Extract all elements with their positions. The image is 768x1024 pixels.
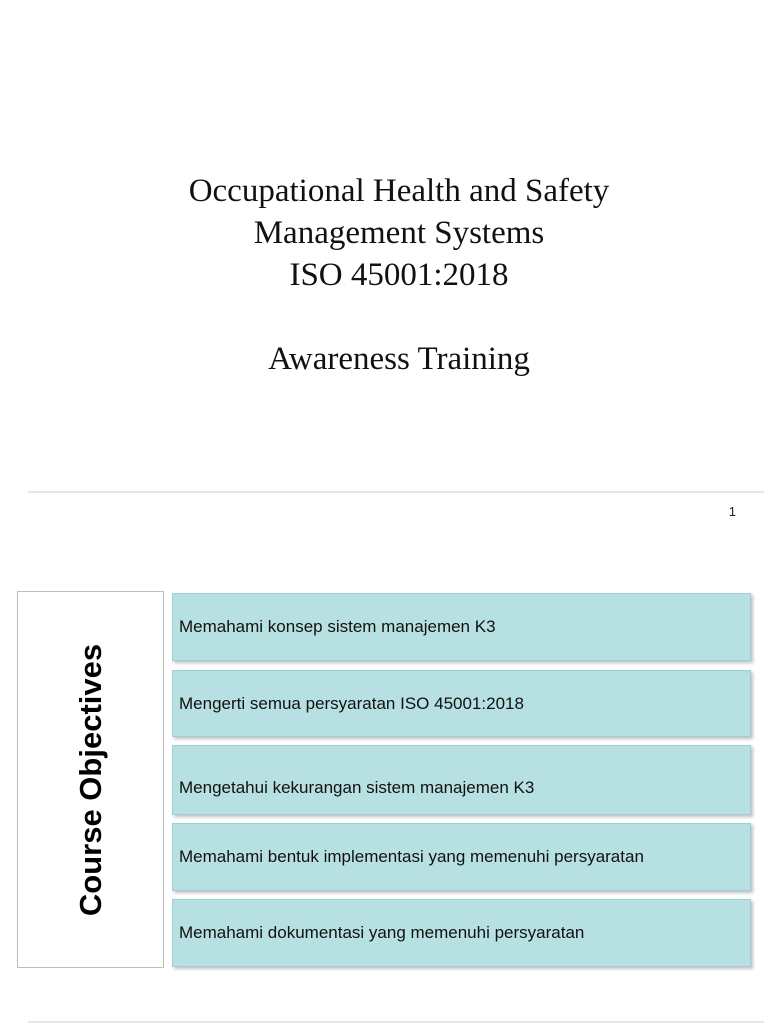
objective-item xyxy=(172,670,751,737)
title-line: Management Systems xyxy=(253,215,545,251)
objective-text: Memahami bentuk implementasi yang memenuhi persyaratan xyxy=(179,847,644,866)
objective-text: Memahami konsep sistem manajemen K3 xyxy=(179,617,496,636)
objective-item xyxy=(172,899,751,967)
objective-item xyxy=(172,593,751,661)
slide-divider xyxy=(28,491,764,493)
page-number: 1 xyxy=(728,504,736,519)
slide-title xyxy=(0,170,768,296)
objective-item xyxy=(172,745,751,815)
objective-text: Memahami dokumentasi yang memenuhi persyaratan xyxy=(179,923,585,942)
course-objectives-label: Course Objectives xyxy=(72,643,108,916)
objective-text: Mengetahui kekurangan sistem manajemen K3 xyxy=(179,778,535,797)
title-line: Occupational Health and Safety xyxy=(188,173,610,209)
slide-subtitle: Awareness Training xyxy=(268,341,530,377)
course-objectives-panel xyxy=(17,591,164,968)
slide-divider xyxy=(28,1021,764,1023)
title-line: ISO 45001:2018 xyxy=(289,257,509,293)
objective-item xyxy=(172,823,751,891)
objective-text: Mengerti semua persyaratan ISO 45001:2018 xyxy=(179,693,524,713)
